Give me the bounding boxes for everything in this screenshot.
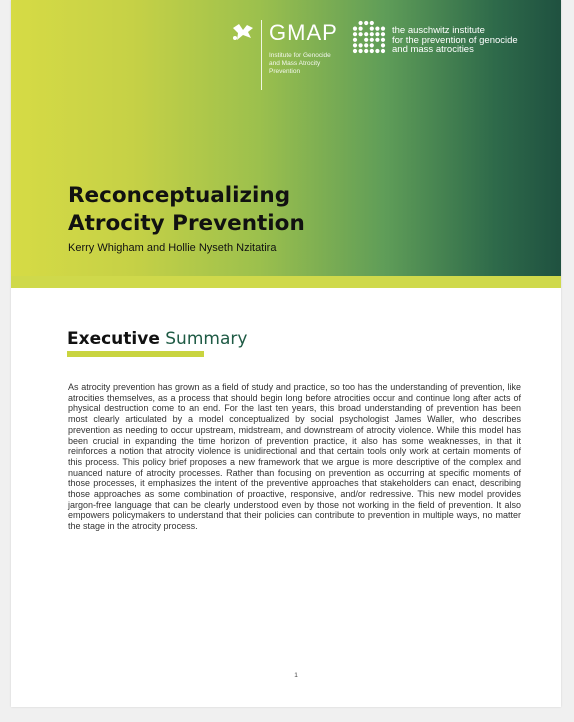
logo-dot xyxy=(370,38,374,42)
gmap-bird-icon xyxy=(231,22,255,44)
logo-dot xyxy=(353,38,357,42)
logo-dot xyxy=(375,49,379,53)
logo-dot xyxy=(353,32,357,36)
ai-text-line3: and mass atrocities xyxy=(392,44,474,55)
dot-grid-icon xyxy=(352,20,386,54)
logo-dot xyxy=(370,32,374,36)
logo-dot xyxy=(381,38,385,42)
logo-dot xyxy=(381,32,385,36)
logo-dot xyxy=(370,49,374,53)
section-heading xyxy=(67,329,247,349)
page-number: 1 xyxy=(294,672,298,679)
logo-dot xyxy=(364,43,368,47)
logo-dot xyxy=(359,32,363,36)
logo-dot xyxy=(359,21,363,25)
gmap-wordmark: GMAP xyxy=(269,20,338,45)
authors: Kerry Whigham and Hollie Nyseth Nzitatira xyxy=(68,242,277,254)
cover-banner xyxy=(11,0,561,276)
ai-text-line1: the auschwitz institute xyxy=(392,25,485,36)
logo-dot xyxy=(370,27,374,31)
logo-dot xyxy=(370,21,374,25)
auschwitz-institute-name xyxy=(392,26,552,55)
logo-dot xyxy=(364,21,368,25)
logo-dot xyxy=(353,43,357,47)
logo-dot xyxy=(359,27,363,31)
logo-dot xyxy=(381,49,385,53)
title-line-2: Atrocity Prevention xyxy=(68,211,305,236)
logo-dot xyxy=(375,38,379,42)
logo-dot xyxy=(375,32,379,36)
logo-dot xyxy=(381,43,385,47)
logo-dot xyxy=(353,27,357,31)
document-page xyxy=(11,0,561,707)
ai-text-line2: for the prevention of genocide xyxy=(392,34,518,46)
heading-light: Summary xyxy=(165,329,248,349)
document-title xyxy=(68,182,305,238)
logo-dot xyxy=(359,43,363,47)
gmap-divider xyxy=(261,20,262,90)
logo-dot xyxy=(364,32,368,36)
logo-dot xyxy=(370,43,374,47)
logo-dot xyxy=(353,49,357,53)
executive-summary-text: As atrocity prevention has grown as a field of study and practice, so too has the understanding of prevention, like atrocities themselves, as a process that should begin long before atrocities occur and continue long after acts of physical destruction come to an end. For the last ten years, this broad understanding of prevention has been most clearly articulated by a model conceptualized by social psychologist James Waller, who describes prevention as needing to occur upstream, midstream, and downstream of atrocity violence. While this model has been crucial in expanding the time horizon of prevention practice, it also has some weaknesses, in that it reinforces a notion that atrocity violence is unidirectional and that certain tools only work at certain moments of this process. This policy brief proposes a new framework that we argue is more descriptive of the complex and nuanced nature of atrocity processes. Rather than focusing on prevention as occurring at specific moments of those processes, it emphasizes the intent of the preventive approaches that stakeholders can enact, describing those approaches as some combination of proactive, responsive, and/or redressive. This new model provides jargon-free language that can be clearly understood even by those not working in the field of prevention. It also empowers policymakers to understand that their policies can contribute to prevention in multiple ways, no matter the stage in the atrocity process. xyxy=(68,382,521,532)
logo-dot xyxy=(375,27,379,31)
logo-dot xyxy=(359,49,363,53)
logo-dot xyxy=(381,27,385,31)
heading-underline xyxy=(67,351,204,357)
title-line-1: Reconceptualizing xyxy=(68,183,291,208)
accent-strip xyxy=(11,276,561,288)
heading-bold: Executive xyxy=(67,329,160,349)
logo-dot xyxy=(364,49,368,53)
logo-dot xyxy=(364,38,368,42)
gmap-subtitle: Institute for Genocide and Mass Atrocity Prevention xyxy=(269,52,331,75)
